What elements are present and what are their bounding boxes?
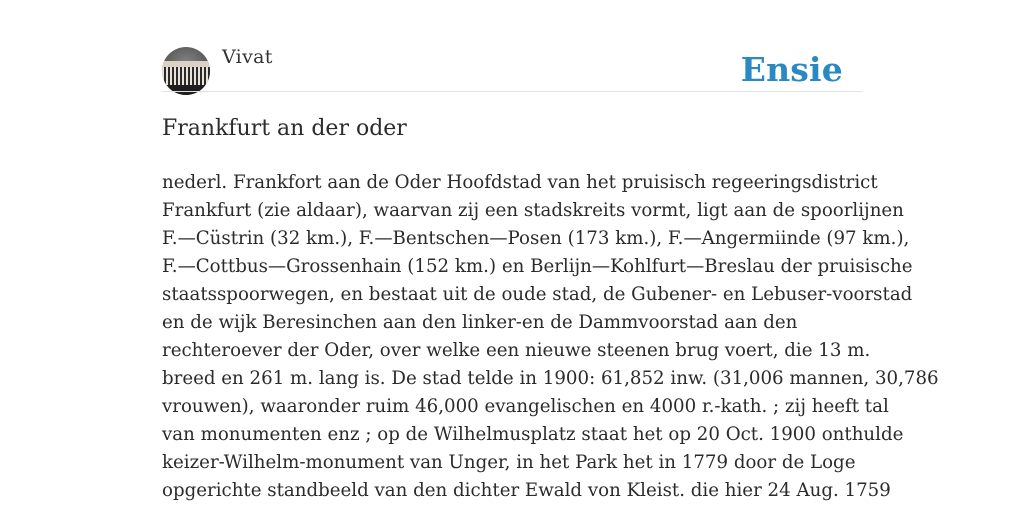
body-line: staatsspoorwegen, en bestaat uit de oude stad, de Gubener- en Lebuser-voorstad bbox=[162, 284, 913, 305]
body-line: breed en 261 m. lang is. De stad telde in 1900: 61,852 inw. (31,006 mannen, 30,786 bbox=[162, 368, 939, 389]
body-line: nederl. Frankfort aan de Oder Hoofdstad van het pruisisch regeeringsdistrict bbox=[162, 172, 878, 193]
body-line: F.—Cottbus—Grossenhain (152 km.) en Berlijn—Kohlfurt—Breslau der pruisische bbox=[162, 256, 913, 277]
body-line: Frankfurt (zie aldaar), waarvan zij een stadskreits vormt, ligt aan de spoorlijnen bbox=[162, 200, 904, 221]
site-logo[interactable]: Ensie bbox=[740, 50, 843, 89]
header-divider bbox=[162, 91, 862, 92]
body-line: F.—Cüstrin (32 km.), F.—Bentschen—Posen (173 km.), F.—Angermiinde (97 km.), bbox=[162, 228, 910, 249]
body-line: keizer-Wilhelm-monument van Unger, in het Park het in 1779 door de Loge bbox=[162, 452, 856, 473]
body-line: en de wijk Beresinchen aan den linker-en de Dammvoorstad aan den bbox=[162, 312, 798, 333]
body-line: vrouwen), waaronder ruim 46,000 evangelischen en 4000 r.-kath. ; zij heeft tal bbox=[162, 396, 889, 417]
avatar[interactable] bbox=[162, 47, 210, 95]
body-line: opgerichte standbeeld van den dichter Ewald von Kleist. die hier 24 Aug. 1759 bbox=[162, 480, 891, 501]
avatar-image-detail bbox=[162, 85, 210, 95]
body-line: rechteroever der Oder, over welke een nieuwe steenen brug voert, die 13 m. bbox=[162, 340, 871, 361]
article-body bbox=[162, 169, 939, 505]
author-name[interactable]: Vivat bbox=[222, 46, 273, 68]
page-title: Frankfurt an der oder bbox=[162, 116, 407, 141]
avatar-image-detail bbox=[162, 67, 210, 85]
body-line: van monumenten enz ; op de Wilhelmusplatz staat het op 20 Oct. 1900 onthulde bbox=[162, 424, 904, 445]
